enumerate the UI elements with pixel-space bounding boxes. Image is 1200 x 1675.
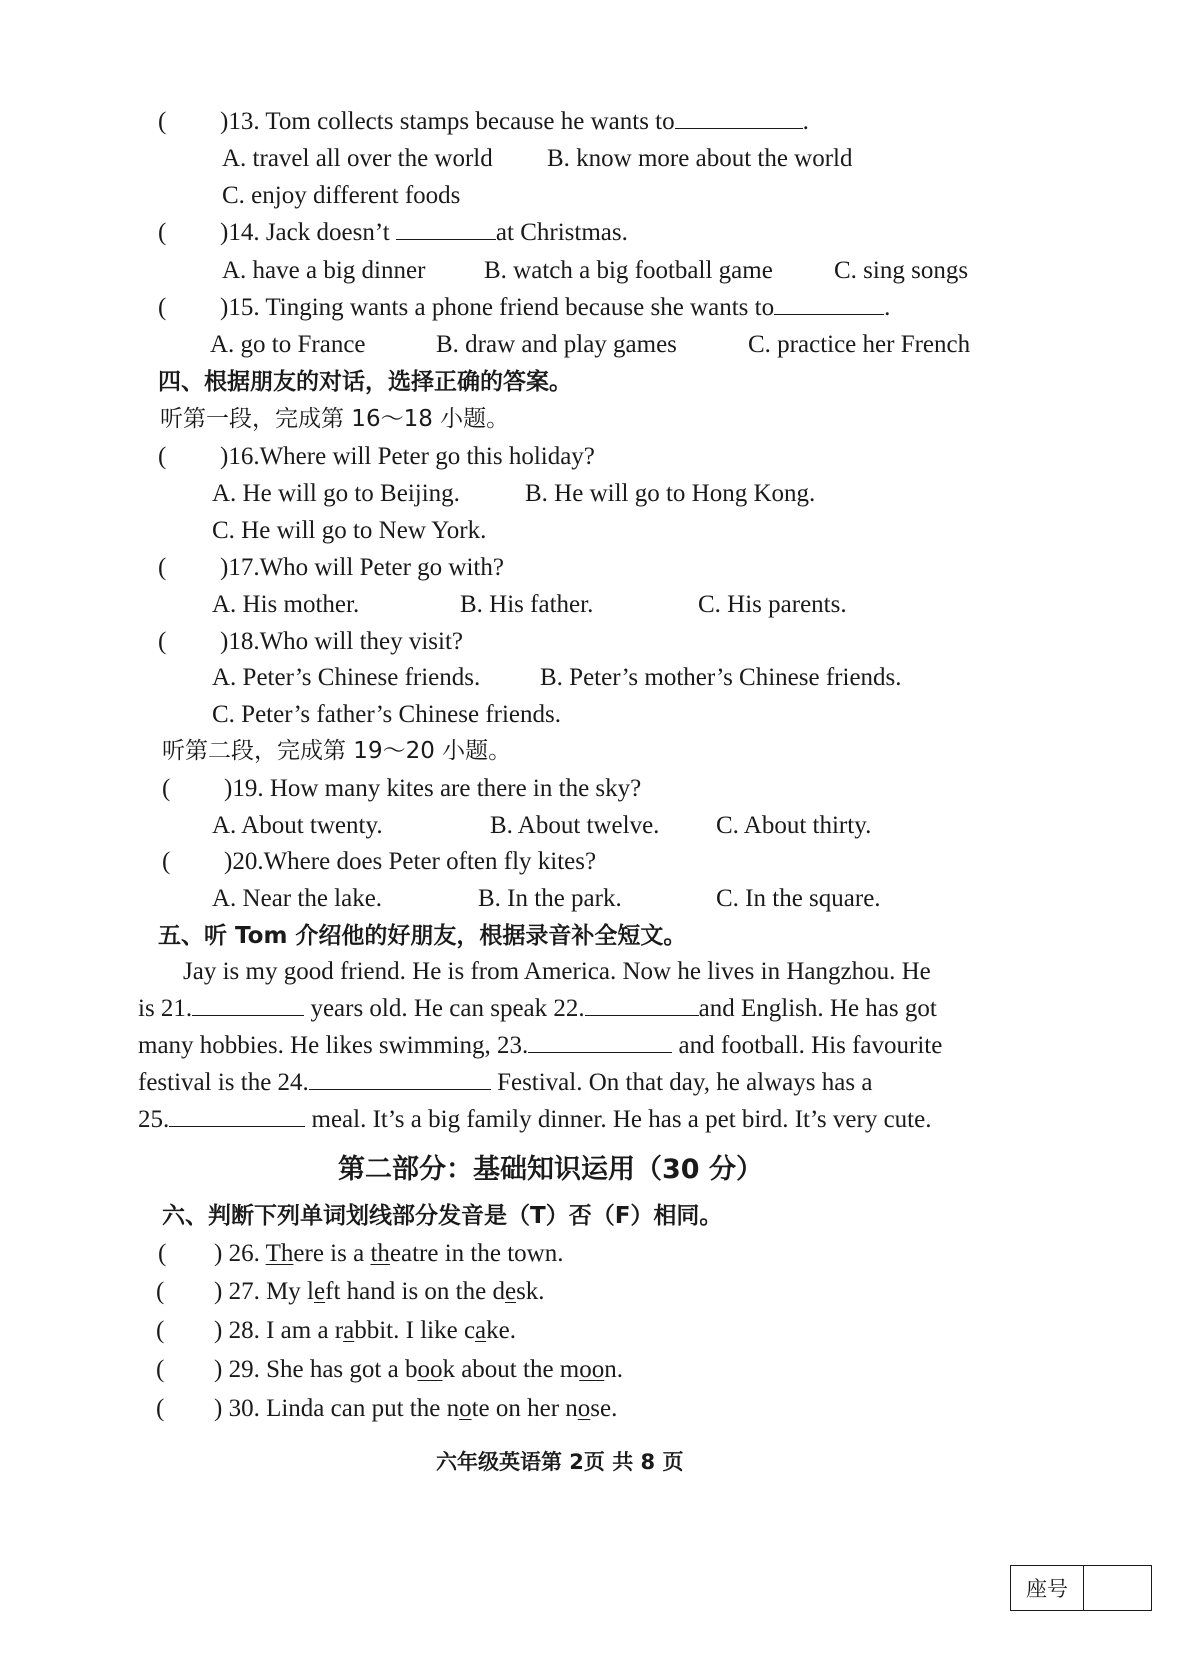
underlined-letters: a — [343, 1317, 355, 1344]
sentence-text: n. — [604, 1356, 623, 1383]
passage-text: meal. It’s a big family dinner. He has a pet bird. It’s very cute. — [305, 1106, 932, 1133]
passage-text: Festival. On that day, he always has a — [490, 1069, 873, 1096]
underlined-letters: oo — [579, 1356, 605, 1383]
option-a: A. He will go to Beijing. — [212, 480, 460, 507]
underlined-letters: e — [504, 1278, 517, 1305]
blank-24[interactable] — [309, 1067, 491, 1090]
question-14 — [158, 217, 628, 249]
option-a: A. His mother. — [212, 591, 360, 618]
question-13 — [158, 106, 809, 138]
option-c: C. enjoy different foods — [222, 182, 461, 209]
passage-line-5 — [138, 1104, 931, 1136]
part-2-title: 第二部分：基础知识运用（30 分） — [338, 1154, 763, 1185]
option-b: B. His father. — [460, 591, 594, 618]
sentence-text: k about the m — [442, 1356, 580, 1383]
option-a: A. About twenty. — [212, 812, 383, 839]
sentence-text: I am a r — [266, 1317, 344, 1344]
sentence-text: My l — [266, 1278, 315, 1305]
question-number: ) 29. — [214, 1356, 267, 1383]
passage-line-3 — [138, 1030, 942, 1062]
option-b: B. In the park. — [478, 885, 622, 912]
answer-paren: ( — [158, 219, 167, 246]
passage-text: 25. — [138, 1106, 170, 1133]
option-a: A. Peter’s Chinese friends. — [212, 664, 481, 691]
passage-text: festival is the 24. — [138, 1069, 309, 1096]
option-b: B. Peter’s mother’s Chinese friends. — [540, 664, 902, 691]
question-text: )18.Who will they visit? — [220, 628, 464, 655]
question-text: )14. Jack doesn’t — [220, 219, 396, 246]
option-a: A. go to France — [210, 331, 366, 358]
passage-text: many hobbies. He likes swimming, 23. — [138, 1032, 529, 1059]
question-text: )20.Where does Peter often fly kites? — [224, 848, 597, 875]
seat-number-label: 座号 — [1011, 1566, 1084, 1610]
answer-paren: ( — [158, 443, 167, 470]
answer-paren: ( — [158, 294, 167, 321]
answer-paren: ( — [158, 554, 167, 581]
option-c: C. sing songs — [834, 257, 969, 284]
option-c: C. In the square. — [716, 885, 881, 912]
answer-paren: ( — [156, 1278, 165, 1305]
option-b: B. watch a big football game — [484, 257, 773, 284]
question-text: )15. Tinging wants a phone friend because she wants to — [220, 294, 775, 321]
option-b: B. draw and play games — [436, 331, 677, 358]
question-text: )16.Where will Peter go this holiday? — [220, 443, 595, 470]
blank-23[interactable] — [528, 1030, 672, 1053]
option-c: C. Peter’s father’s Chinese friends. — [212, 701, 561, 728]
question-text: )13. Tom collects stamps because he wants to — [220, 108, 675, 135]
question-number: ) 26. — [214, 1240, 266, 1267]
question-19 — [162, 773, 641, 805]
answer-paren: ( — [156, 1356, 165, 1383]
answer-paren: ( — [156, 1317, 165, 1344]
passage-line-2 — [138, 993, 937, 1025]
answer-paren: ( — [158, 108, 167, 135]
option-c: C. His parents. — [698, 591, 847, 618]
passage-line-4 — [138, 1067, 872, 1099]
option-a: A. travel all over the world — [222, 145, 493, 172]
section-6-title: 六、判断下列单词划线部分发音是（T）否（F）相同。 — [162, 1203, 723, 1229]
answer-blank[interactable] — [396, 217, 496, 240]
question-end: . — [884, 294, 891, 321]
question-16 — [158, 441, 595, 473]
question-text-after: at Christmas. — [495, 219, 628, 246]
question-29 — [156, 1354, 623, 1386]
underlined-letters: oo — [417, 1356, 443, 1383]
question-30 — [156, 1393, 617, 1425]
sentence-text: Linda can put the n — [266, 1395, 460, 1422]
option-c: C. practice her French — [748, 331, 971, 358]
passage-text: and English. He has got — [698, 995, 937, 1022]
answer-paren: ( — [158, 628, 167, 655]
passage-text: and football. His favourite — [672, 1032, 943, 1059]
question-18 — [158, 626, 463, 658]
sentence-text: se. — [590, 1395, 618, 1422]
seat-number-field[interactable] — [1084, 1566, 1151, 1610]
blank-21[interactable] — [192, 993, 304, 1016]
underlined-letters: e — [314, 1278, 326, 1305]
passage-line-1: Jay is my good friend. He is from America. Now he lives in Hangzhou. He — [183, 958, 931, 985]
answer-paren: ( — [156, 1395, 165, 1422]
question-text: )19. How many kites are there in the sky? — [224, 775, 642, 802]
passage-text: is 21. — [138, 995, 193, 1022]
question-number: ) 30. — [214, 1395, 267, 1422]
answer-paren: ( — [162, 848, 171, 875]
answer-blank[interactable] — [774, 292, 884, 315]
sentence-text: ere is a — [293, 1240, 371, 1267]
underlined-letters: th — [370, 1240, 390, 1267]
section-4-part1: 听第一段，完成第 16～18 小题。 — [160, 406, 510, 432]
underlined-letters: a — [475, 1317, 487, 1344]
answer-paren: ( — [158, 1240, 167, 1267]
option-c: C. He will go to New York. — [212, 517, 487, 544]
question-27 — [156, 1276, 545, 1308]
sentence-text: ft hand is on the d — [325, 1278, 505, 1305]
question-15 — [158, 292, 890, 324]
seat-number-box — [1010, 1565, 1152, 1611]
question-text: )17.Who will Peter go with? — [220, 554, 504, 581]
question-end: . — [802, 108, 809, 135]
option-c: C. About thirty. — [716, 812, 872, 839]
page-footer: 六年级英语第 2页 共 8 页 — [436, 1450, 684, 1474]
sentence-text: te on her n — [471, 1395, 578, 1422]
question-number: ) 27. — [214, 1278, 267, 1305]
option-b: B. know more about the world — [547, 145, 853, 172]
option-a: A. Near the lake. — [212, 885, 383, 912]
sentence-text: sk. — [516, 1278, 545, 1305]
underlined-letters: o — [459, 1395, 472, 1422]
sentence-text: She has got a b — [266, 1356, 418, 1383]
blank-25[interactable] — [169, 1104, 305, 1127]
answer-paren: ( — [162, 775, 171, 802]
sentence-text: bbit. I like c — [354, 1317, 476, 1344]
section-4-part2: 听第二段，完成第 19～20 小题。 — [162, 738, 512, 764]
underlined-letters: Th — [265, 1240, 294, 1267]
question-17 — [158, 552, 504, 584]
answer-blank[interactable] — [675, 106, 803, 129]
question-28 — [156, 1315, 516, 1347]
question-26 — [158, 1238, 563, 1270]
section-5-title: 五、听 Tom 介绍他的好朋友，根据录音补全短文。 — [158, 923, 687, 949]
section-4-title: 四、根据朋友的对话，选择正确的答案。 — [158, 369, 572, 395]
question-number: ) 28. — [214, 1317, 267, 1344]
option-b: B. He will go to Hong Kong. — [525, 480, 816, 507]
sentence-text: ke. — [486, 1317, 517, 1344]
option-a: A. have a big dinner — [222, 257, 426, 284]
passage-text: years old. He can speak 22. — [304, 995, 585, 1022]
question-20 — [162, 846, 596, 878]
blank-22[interactable] — [585, 993, 699, 1016]
option-b: B. About twelve. — [490, 812, 660, 839]
underlined-letters: o — [577, 1395, 591, 1422]
sentence-text: eatre in the town. — [389, 1240, 564, 1267]
